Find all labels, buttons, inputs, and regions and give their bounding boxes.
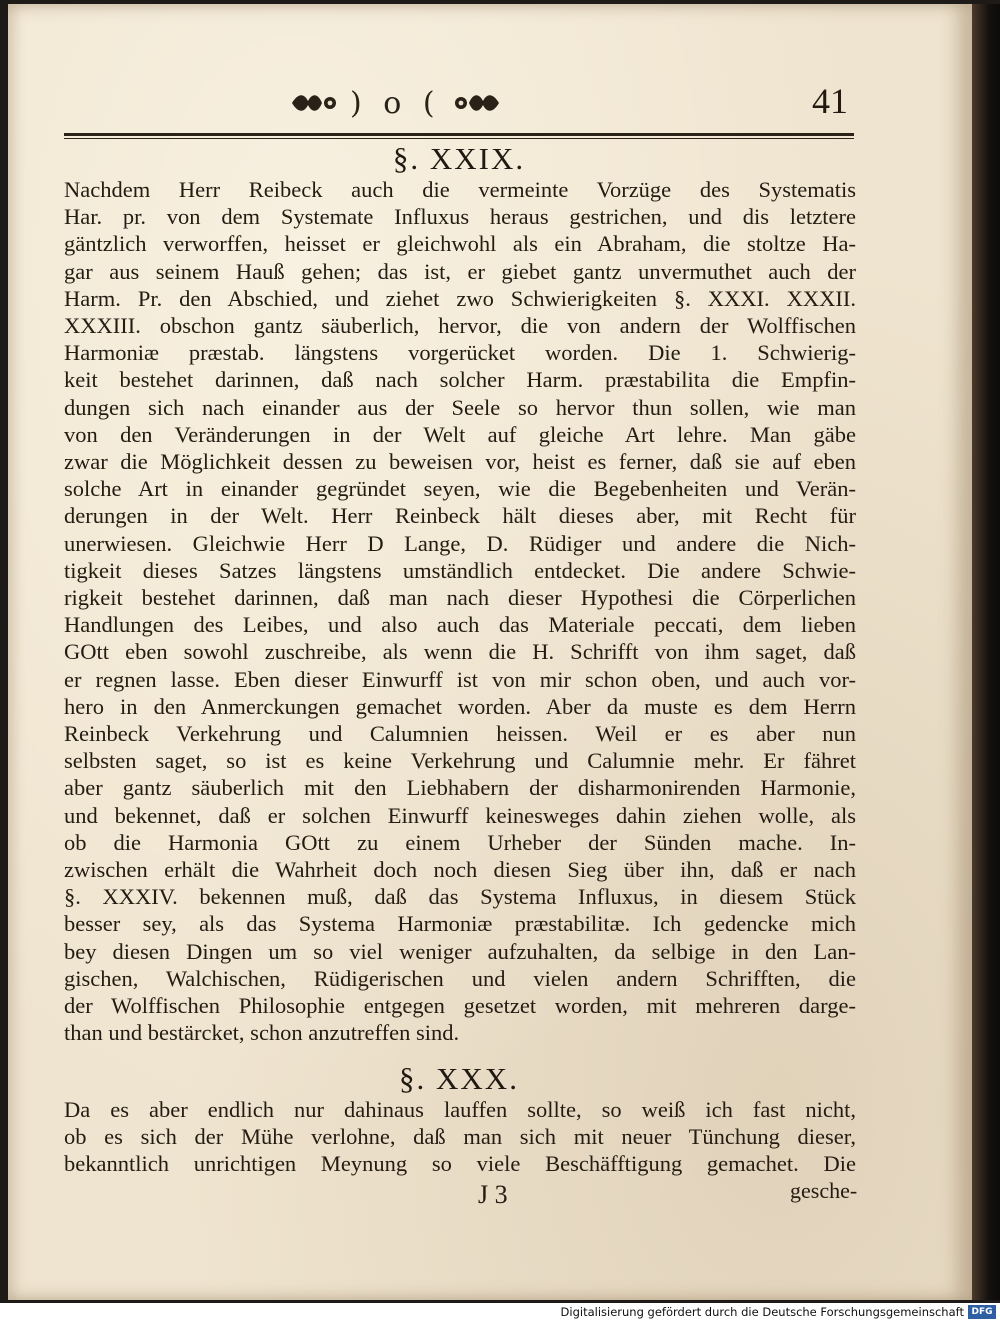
text-line: keit bestehet darinnen, daß nach solcher Harm. præstabilita die Empfin-: [64, 367, 856, 393]
text-line: der Wolffischen Philosophie entgegen gesetzet worden, mit mehreren darge-: [64, 993, 856, 1019]
text-line: Da es aber endlich nur dahinaus lauffen sollte, so weiß ich fast nicht,: [64, 1097, 856, 1122]
funding-credit: Digitalisierung gefördert durch die Deutsche Forschungsgemeinschaft: [560, 1305, 964, 1319]
text-line: ob es sich der Mühe verlohne, daß man sich mit neuer Tünchung dieser,: [64, 1124, 856, 1150]
text-line: than und bestärcket, schon anzutreffen sind.: [64, 1020, 460, 1046]
text-line: selbsten saget, so ist es keine Verkehrung und Calumnie mehr. Er fähret: [64, 748, 856, 774]
text-line: derungen in der Welt. Herr Reinbeck hält dieses aber, mit Recht für: [64, 503, 856, 529]
text-line: gischen, Walchischen, Rüdigerischen und vielen andern Schrifften, die: [64, 965, 856, 991]
text-line: bey diesen Dingen um so viel weniger aufzuhalten, da selbige in den Lan-: [64, 938, 856, 964]
page-number: 41: [812, 81, 848, 121]
text-line: zwar die Möglichkeit dessen zu beweisen vor, heist es ferner, daß sie auf eben: [64, 449, 856, 475]
text-line: Nachdem Herr Reibeck auch die vermeinte Vorzüge des Systematis: [64, 177, 856, 202]
section-29-text: [64, 176, 856, 1047]
section-30-text: [64, 1096, 856, 1178]
text-line: Handlungen des Leibes, und also auch das Materiale peccati, dem lieben: [64, 612, 856, 638]
running-head-ornament: [290, 86, 501, 120]
text-line: dungen sich nach einander aus der Seele so hervor thun sollen, wie man: [64, 394, 856, 420]
text-line: Harm. Pr. den Abschied, und ziehet zwo Schwierigkeiten §. XXXI. XXXII.: [64, 285, 856, 311]
text-line: solche Art in einander gegründet seyen, wie die Begebenheiten und Verän-: [64, 476, 856, 502]
text-line: tigkeit dieses Satzes längstens umständlich entdecket. Die andere Schwie-: [64, 557, 856, 583]
running-head-text: ) o (: [350, 85, 441, 121]
text-line: Har. pr. von dem Systemate Influxus heraus gestrichen, und dis letztere: [64, 204, 856, 230]
text-line: Reinbeck Verkehrung und Calumnien heissen. Weil er es aber nun: [64, 721, 856, 747]
text-line: gäntzlich verworffen, heisset er gleichwohl als ein Abraham, die stoltze Ha-: [64, 231, 856, 257]
page-edge: [972, 4, 1000, 1300]
text-line: von den Veränderungen in der Welt auf gleiche Art lehre. Man gäbe: [64, 421, 856, 447]
signature-mark: J 3: [478, 1180, 508, 1209]
section-heading-30: §. XXX.: [399, 1061, 519, 1096]
right-ornament-icon: [451, 91, 501, 115]
text-line: gar aus seinem Hauß gehen; das ist, er giebet gantz unvermuthet auch der: [64, 258, 856, 284]
text-line: und bekennet, daß er solchen Einwurff keinesweges dahin ziehen wolle, als: [64, 802, 856, 828]
left-ornament-icon: [290, 91, 340, 115]
section-heading-29: §. XXIX.: [392, 141, 526, 176]
text-line: bekanntlich unrichtigen Meynung so viele Beschäfftigung gemachet. Die: [64, 1151, 856, 1177]
text-line: er regnen lasse. Eben dieser Einwurff ist von mir schon oben, und auch vor-: [64, 666, 856, 692]
text-line: unerwiesen. Gleichwie Herr D Lange, D. Rüdiger und andere die Nich-: [64, 530, 856, 556]
text-line: hero in den Anmerckungen gemachet worden. Aber da muste es dem Herrn: [64, 693, 856, 719]
text-line: ob die Harmonia GOtt zu einem Urheber der Sünden mache. In-: [64, 829, 856, 855]
text-line: besser sey, als das Systema Harmoniæ præstabilitæ. Ich gedencke mich: [64, 911, 856, 937]
text-line: §. XXXIV. bekennen muß, daß das Systema Influxus, in diesem Stück: [64, 884, 856, 910]
text-line: rigkeit bestehet darinnen, daß man nach dieser Hypothesi die Cörperlichen: [64, 585, 856, 611]
text-line: XXXIII. obschon gantz säuberlich, hervor, die von andern der Wolffischen: [64, 313, 856, 339]
text-line: Harmoniæ præstab. längstens vorgerücket worden. Die 1. Schwierig-: [64, 340, 856, 366]
text-line: GOtt eben sowohl zuschreibe, als wenn die H. Schrifft von ihm saget, daß: [64, 639, 856, 665]
header-rule: [64, 133, 854, 139]
text-line: aber gantz säuberlich mit den Liebhabern der disharmonirenden Harmonie,: [64, 775, 856, 801]
catchword: gesche-: [790, 1178, 858, 1203]
text-line: zwischen erhält die Wahrheit doch noch diesen Sieg über ihn, daß er nach: [64, 857, 856, 883]
dfg-logo: DFG: [968, 1305, 996, 1319]
